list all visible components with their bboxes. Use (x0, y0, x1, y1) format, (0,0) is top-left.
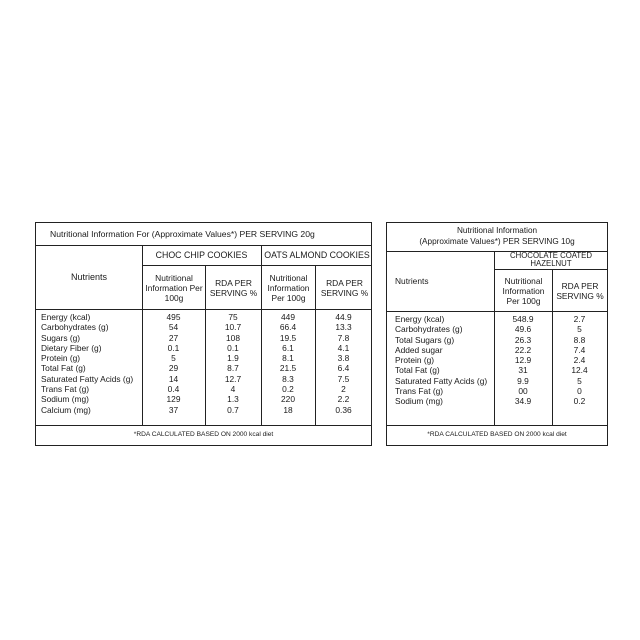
nutrient-label: Protein (g) (395, 355, 435, 366)
value-cell: 10.7 (224, 322, 242, 333)
value-column (261, 312, 315, 415)
nutrient-label: Total Sugars (g) (395, 334, 455, 345)
value-cell: 8.3 (282, 373, 294, 384)
divider (36, 309, 371, 310)
table-subtitle: (Approximate Values*) PER SERVING 10g (419, 236, 575, 246)
nutrient-label: Carbohydrates (g) (395, 324, 463, 335)
nutrient-label: Trans Fat (g) (41, 384, 90, 395)
value-cell: 220 (281, 394, 295, 405)
value-cell: 12.7 (224, 373, 242, 384)
value-cell: 21.5 (279, 363, 297, 374)
value-cell: 44.9 (335, 312, 352, 322)
value-column (494, 314, 552, 407)
value-cell: 7.4 (573, 344, 586, 355)
nutrients-header: Nutrients (70, 272, 107, 282)
value-cell: 37 (168, 404, 179, 415)
column-header: Nutritional Information Per 100g (502, 275, 545, 306)
value-cell: 5 (577, 375, 582, 386)
nutrient-label: Sodium (mg) (395, 396, 443, 407)
value-cell: 0.1 (227, 342, 239, 353)
value-cell: 54 (168, 322, 179, 333)
value-cell: 0.36 (335, 404, 352, 415)
product-header: CHOC CHIP COOKIES (155, 250, 248, 260)
table-title: Nutritional Information For (Approximate Values*) PER SERVING 20g (50, 229, 315, 239)
value-cell: 6.4 (337, 363, 350, 374)
value-cell: 4.1 (337, 342, 350, 353)
nutrient-label: Trans Fat (g) (395, 386, 444, 397)
value-cell: 7.5 (337, 373, 350, 384)
value-cell: 19.5 (279, 332, 297, 343)
nutrient-label: Sugars (g) (41, 332, 81, 343)
nutrient-label: Total Fat (g) (41, 363, 86, 374)
value-cell: 0.2 (282, 384, 294, 395)
value-cell: 0.4 (167, 384, 180, 395)
value-cell: 66.4 (279, 322, 297, 333)
value-cell: 12.4 (571, 365, 588, 376)
hazelnut-nutrition-table (386, 222, 608, 446)
nutrient-label: Saturated Fatty Acids (g) (395, 375, 488, 386)
value-column (205, 312, 261, 415)
value-cell: 1.9 (227, 353, 239, 364)
table-title: Nutritional Information (456, 226, 538, 235)
value-cell: 12.9 (514, 355, 532, 366)
value-column (552, 314, 607, 407)
value-cell: 2 (341, 384, 346, 395)
column-header: Nutritional Information Per 100g (267, 273, 310, 303)
value-cell: 13.3 (335, 322, 352, 333)
value-cell: 8.1 (282, 353, 294, 364)
value-cell: 18 (283, 404, 293, 415)
value-cell: 8.7 (227, 363, 239, 374)
nutrient-label: Total Fat (g) (395, 365, 440, 376)
footnote: *RDA CALCULATED BASED ON 2000 kcal diet (133, 431, 274, 438)
footnote: *RDA CALCULATED BASED ON 2000 kcal diet (427, 431, 567, 438)
value-cell: 495 (166, 312, 181, 322)
value-cell: 2.2 (337, 394, 350, 405)
value-cell: 129 (166, 394, 181, 405)
value-cell: 0.1 (167, 342, 180, 353)
value-cell: 0.7 (227, 404, 239, 415)
column-header: RDA PER SERVING % (556, 280, 604, 301)
value-column (142, 312, 205, 415)
value-cell: 7.8 (337, 332, 350, 343)
nutrient-label: Calcium (mg) (41, 404, 91, 415)
nutrient-label: Energy (kcal) (41, 312, 91, 322)
table-title-bar (387, 223, 607, 252)
value-cell: 14 (168, 373, 179, 384)
column-header: RDA PER SERVING % (209, 278, 258, 298)
value-cell: 31 (518, 365, 528, 376)
value-cell: 5 (171, 353, 176, 364)
value-cell: 00 (518, 386, 528, 397)
value-cell: 2.4 (573, 355, 586, 366)
value-cell: 0.2 (573, 396, 586, 407)
value-cell: 34.9 (514, 396, 532, 407)
cookies-nutrition-table (35, 222, 372, 446)
nutrient-label: Saturated Fatty Acids (g) (41, 373, 134, 384)
value-cell: 29 (168, 363, 179, 374)
divider (387, 311, 607, 312)
product-header: OATS ALMOND COOKIES (264, 250, 370, 260)
table-title-bar (36, 223, 371, 246)
value-cell: 5 (577, 324, 582, 335)
nutrient-label: Sodium (mg) (41, 394, 89, 405)
nutrient-label: Added sugar (395, 344, 443, 355)
nutrient-list (395, 314, 487, 407)
value-cell: 49.6 (514, 324, 532, 335)
value-cell: 3.8 (337, 353, 350, 364)
column-header: Nutritional Information Per 100g (145, 273, 203, 303)
nutrients-header: Nutrients (395, 276, 429, 286)
nutrient-label: Dietary Fiber (g) (41, 342, 102, 353)
nutrient-list (41, 312, 133, 415)
value-cell: 108 (226, 332, 240, 343)
product-header: CHOCOLATE COATED HAZELNUT (509, 250, 593, 268)
nutrient-label: Protein (g) (41, 353, 81, 364)
value-cell: 22.2 (514, 344, 532, 355)
value-cell: 548.9 (512, 314, 534, 324)
divider (142, 265, 371, 266)
value-cell: 8.8 (573, 334, 586, 345)
value-cell: 27 (168, 332, 179, 343)
nutrient-label: Carbohydrates (g) (41, 322, 109, 333)
value-cell: 449 (281, 312, 295, 322)
value-column (315, 312, 372, 415)
value-cell: 6.1 (282, 342, 294, 353)
value-cell: 1.3 (227, 394, 239, 405)
value-cell: 2.7 (573, 314, 586, 324)
value-cell: 75 (228, 312, 238, 322)
value-cell: 9.9 (517, 375, 529, 386)
nutrient-label: Energy (kcal) (395, 314, 445, 324)
value-cell: 4 (230, 384, 236, 395)
value-cell: 26.3 (514, 334, 532, 345)
value-cell: 0 (577, 386, 582, 397)
column-header: RDA PER SERVING % (320, 278, 369, 298)
